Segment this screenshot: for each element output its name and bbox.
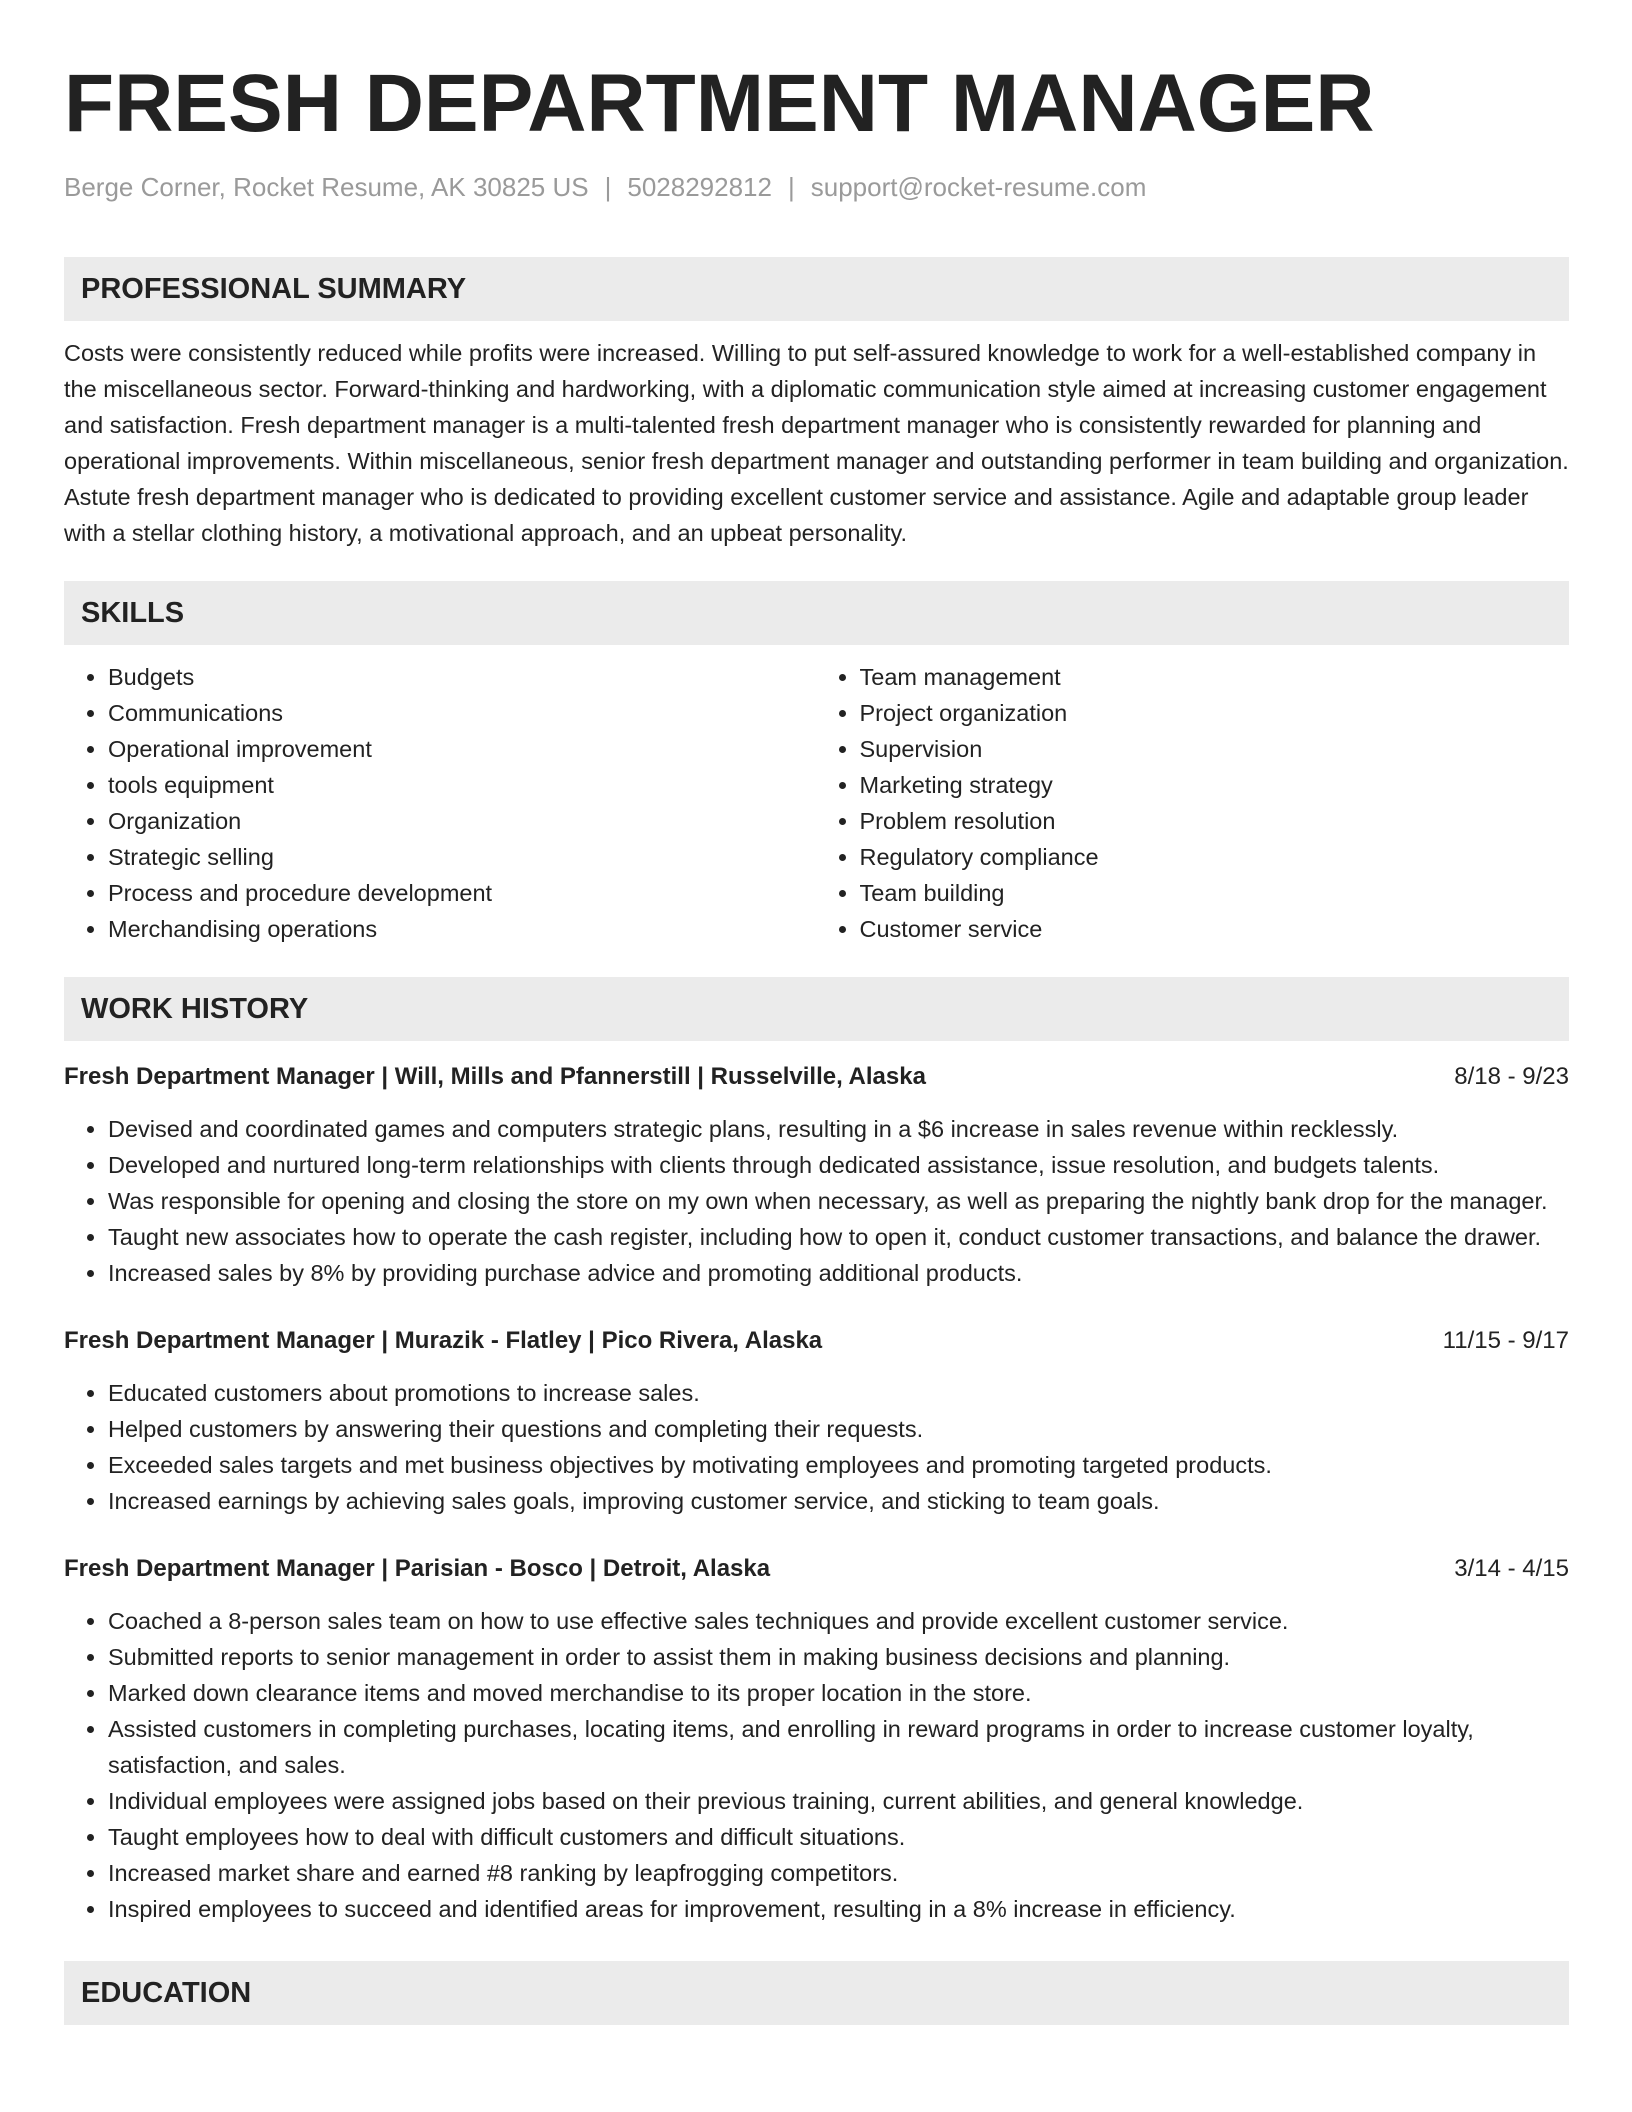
job-dates: 3/14 - 4/15 bbox=[1454, 1555, 1569, 1582]
job-bullet: • Educated customers about promotions to increase sales. bbox=[108, 1375, 1569, 1411]
job-dates: 11/15 - 9/17 bbox=[1442, 1327, 1569, 1354]
job-bullets bbox=[64, 1603, 1569, 1927]
job-entry bbox=[64, 1059, 1569, 1291]
contact-separator: | bbox=[787, 172, 795, 202]
job-bullet: • Was responsible for opening and closing the store on my own when necessary, as well as preparing the nightly bank drop for the manager. bbox=[108, 1183, 1569, 1219]
job-bullet: • Coached a 8-person sales team on how to use effective sales techniques and provide excellent customer service. bbox=[108, 1603, 1569, 1639]
skill-item: • Strategic selling bbox=[108, 839, 818, 875]
section-heading-skills: SKILLS bbox=[64, 581, 1569, 645]
skill-item: • Operational improvement bbox=[108, 731, 818, 767]
skill-item: • Organization bbox=[108, 803, 818, 839]
job-title: Fresh Department Manager | Murazik - Flatley | Pico Rivera, Alaska bbox=[64, 1327, 823, 1354]
skill-item: • Problem resolution bbox=[860, 803, 1570, 839]
contact-phone: 5028292812 bbox=[627, 172, 772, 202]
job-bullet: • Increased earnings by achieving sales goals, improving customer service, and sticking to team goals. bbox=[108, 1483, 1569, 1519]
job-bullet: • Increased market share and earned #8 ranking by leapfrogging competitors. bbox=[108, 1855, 1569, 1891]
skill-item: • Communications bbox=[108, 695, 818, 731]
skills-list bbox=[64, 659, 1569, 947]
skill-item: • Merchandising operations bbox=[108, 911, 818, 947]
professional-summary: Costs were consistently reduced while profits were increased. Willing to put self-assured knowledge to work for a well-established company in the miscellaneous sector. Forward-thinking and hardworking, with a diplomatic communication style aimed at increasing customer engagement and satisfaction. Fresh department manager is a multi-talented fresh department manager who is consistently rewarded for planning and operational improvements. Within miscellaneous, senior fresh department manager and outstanding performer in team building and organization. Astute fresh department manager who is dedicated to providing excellent customer service and assistance. Agile and adaptable group leader with a stellar clothing history, a motivational approach, and an upbeat personality. bbox=[64, 340, 1569, 546]
job-header bbox=[64, 1551, 1569, 1587]
contact-separator: | bbox=[604, 172, 612, 202]
job-bullet: • Submitted reports to senior management in order to assist them in making business decisions and planning. bbox=[108, 1639, 1569, 1675]
section-heading-education: EDUCATION bbox=[64, 1961, 1569, 2025]
job-bullet: • Increased sales by 8% by providing purchase advice and promoting additional products. bbox=[108, 1255, 1569, 1291]
skill-item: • Team management bbox=[860, 659, 1570, 695]
skill-item: • tools equipment bbox=[108, 767, 818, 803]
section-heading-work-history: WORK HISTORY bbox=[64, 977, 1569, 1041]
job-header bbox=[64, 1323, 1569, 1359]
job-bullet: • Developed and nurtured long-term relationships with clients through dedicated assistance, issue resolution, and budgets talents. bbox=[108, 1147, 1569, 1183]
job-bullet: • Helped customers by answering their questions and completing their requests. bbox=[108, 1411, 1569, 1447]
job-bullet: • Individual employees were assigned jobs based on their previous training, current abilities, and general knowledge. bbox=[108, 1783, 1569, 1819]
job-bullet: • Marked down clearance items and moved merchandise to its proper location in the store. bbox=[108, 1675, 1569, 1711]
job-bullets bbox=[64, 1111, 1569, 1291]
job-title: Fresh Department Manager | Will, Mills and Pfannerstill | Russelville, Alaska bbox=[64, 1063, 926, 1090]
skill-item: • Supervision bbox=[860, 731, 1570, 767]
candidate-name: FRESH DEPARTMENT MANAGER bbox=[64, 58, 1375, 149]
skill-item: • Budgets bbox=[108, 659, 818, 695]
job-entry bbox=[64, 1323, 1569, 1519]
contact-line bbox=[64, 170, 1569, 204]
skill-item: • Customer service bbox=[860, 911, 1570, 947]
job-entry bbox=[64, 1551, 1569, 1927]
job-title: Fresh Department Manager | Parisian - Bosco | Detroit, Alaska bbox=[64, 1555, 771, 1582]
skill-item: • Project organization bbox=[860, 695, 1570, 731]
skills-column-left bbox=[64, 659, 818, 947]
skill-item: • Marketing strategy bbox=[860, 767, 1570, 803]
skill-item: • Team building bbox=[860, 875, 1570, 911]
job-bullet: • Inspired employees to succeed and identified areas for improvement, resulting in a 8% increase in efficiency. bbox=[108, 1891, 1569, 1927]
skill-item: • Regulatory compliance bbox=[860, 839, 1570, 875]
job-bullet: • Devised and coordinated games and computers strategic plans, resulting in a $6 increase in sales revenue within recklessly. bbox=[108, 1111, 1569, 1147]
job-bullet: • Taught new associates how to operate the cash register, including how to open it, conduct customer transactions, and balance the drawer. bbox=[108, 1219, 1569, 1255]
job-header bbox=[64, 1059, 1569, 1095]
job-bullet: • Assisted customers in completing purchases, locating items, and enrolling in reward programs in order to increase customer loyalty, satisfaction, and sales. bbox=[108, 1711, 1569, 1783]
job-bullet: • Taught employees how to deal with difficult customers and difficult situations. bbox=[108, 1819, 1569, 1855]
contact-address: Berge Corner, Rocket Resume, AK 30825 US bbox=[64, 172, 589, 202]
job-dates: 8/18 - 9/23 bbox=[1454, 1063, 1569, 1090]
skill-item: • Process and procedure development bbox=[108, 875, 818, 911]
section-heading-summary: PROFESSIONAL SUMMARY bbox=[64, 257, 1569, 321]
skills-column-right bbox=[818, 659, 1570, 947]
contact-email: support@rocket-resume.com bbox=[810, 172, 1147, 202]
job-bullet: • Exceeded sales targets and met business objectives by motivating employees and promoting targeted products. bbox=[108, 1447, 1569, 1483]
job-bullets bbox=[64, 1375, 1569, 1519]
